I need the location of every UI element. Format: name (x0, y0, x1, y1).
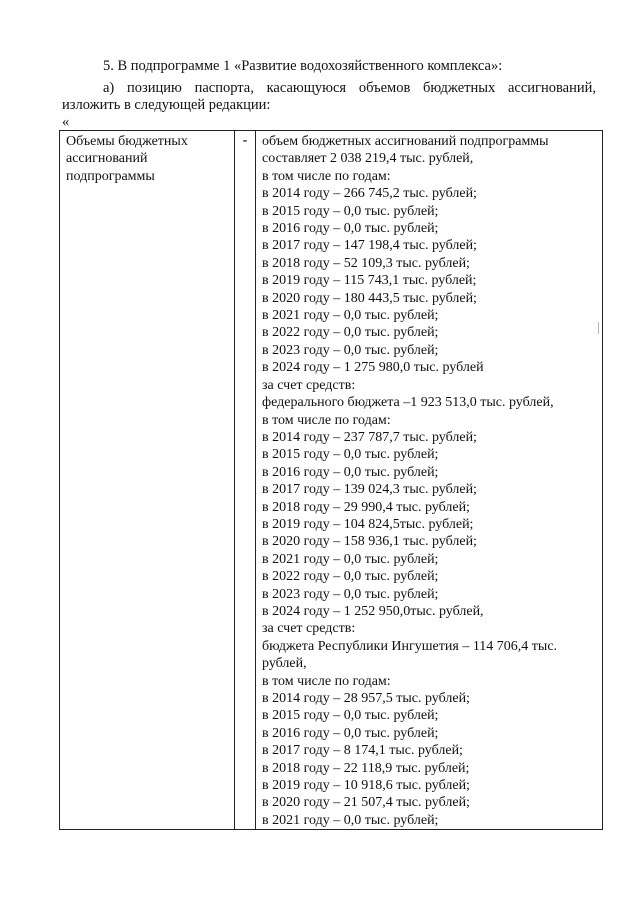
row-label-cell (60, 131, 235, 830)
content-line: в 2014 году – 237 787,7 тыс. рублей; (262, 429, 477, 445)
content-line: в 2020 году – 21 507,4 тыс. рублей; (262, 795, 470, 811)
row-label: Объемы бюджетных ассигнований подпрограммы (66, 134, 188, 184)
content-cell (256, 131, 603, 830)
content-line: в 2017 году – 139 024,3 тыс. рублей; (262, 482, 477, 498)
content-line: в 2017 году – 147 198,4 тыс. рублей; (262, 238, 477, 254)
content-line: в 2018 году – 29 990,4 тыс. рублей; (262, 499, 470, 515)
content-line: в 2020 году – 158 936,1 тыс. рублей; (262, 534, 477, 550)
content-line: бюджета Республики Ингушетия – 114 706,4 тыс. (262, 638, 558, 654)
content-line: в 2020 году – 180 443,5 тыс. рублей; (262, 290, 477, 306)
content-line: составляет 2 038 219,4 тыс. рублей, (262, 151, 474, 167)
content-line: в 2021 году – 0,0 тыс. рублей; (262, 551, 439, 567)
section-intro: 5. В подпрограмме 1 «Развитие водохозяйственного комплекса»: (103, 58, 503, 74)
dash-mark: - (242, 133, 248, 148)
content-line: в 2015 году – 0,0 тыс. рублей; (262, 447, 439, 463)
opening-quote: « (62, 114, 70, 130)
item-a-line-2: изложить в следующей редакции: (62, 97, 271, 113)
content-line: в 2018 году – 52 109,3 тыс. рублей; (262, 255, 470, 271)
content-line: в 2022 году – 0,0 тыс. рублей; (262, 325, 439, 341)
content-line: в 2023 году – 0,0 тыс. рублей; (262, 342, 439, 358)
content-line: в 2017 году – 8 174,1 тыс. рублей; (262, 743, 463, 759)
content-line: в 2014 году – 266 745,2 тыс. рублей; (262, 186, 477, 202)
content-line: в 2016 году – 0,0 тыс. рублей; (262, 221, 439, 237)
content-line: в 2015 году – 0,0 тыс. рублей; (262, 203, 439, 219)
scan-artifact (598, 322, 599, 334)
content-line: в 2024 году – 1 275 980,0 тыс. рублей (262, 360, 484, 376)
item-a-line-1: а) позицию паспорта, касающуюся объемов бюджетных ассигнований, (103, 80, 596, 96)
content-line: в 2021 году – 0,0 тыс. рублей; (262, 308, 439, 324)
content-line: в 2014 году – 28 957,5 тыс. рублей; (262, 691, 470, 706)
content-line: в том числе по годам: (262, 412, 391, 428)
content-line: в том числе по годам: (262, 168, 391, 184)
passport-table (59, 130, 603, 830)
content-line: федерального бюджета –1 923 513,0 тыс. рублей, (262, 395, 554, 411)
content-line: в 2022 году – 0,0 тыс. рублей; (262, 569, 439, 585)
content-line: в 2024 году – 1 252 950,0тыс. рублей, (262, 603, 484, 619)
content-line: в 2015 году – 0,0 тыс. рублей; (262, 708, 439, 724)
content-line: за счет средств: (262, 377, 356, 393)
content-line: рублей, (262, 656, 307, 672)
dash-cell (235, 131, 256, 830)
content-line: объем бюджетных ассигнований подпрограммы (262, 134, 549, 149)
content-line: в 2018 году – 22 118,9 тыс. рублей; (262, 760, 470, 776)
content-line: в 2019 году – 10 918,6 тыс. рублей; (262, 778, 470, 794)
content-line: в 2019 году – 115 743,1 тыс. рублей; (262, 273, 477, 289)
content-line: в 2023 году – 0,0 тыс. рублей; (262, 586, 439, 602)
content-line: за счет средств: (262, 621, 356, 637)
content-line: в том числе по годам: (262, 673, 391, 689)
content-line: в 2016 году – 0,0 тыс. рублей; (262, 464, 439, 480)
table-row (60, 131, 603, 830)
content-line: в 2016 году – 0,0 тыс. рублей; (262, 725, 439, 741)
content-line: в 2021 году – 0,0 тыс. рублей; (262, 812, 439, 828)
content-line: в 2019 году – 104 824,5тыс. рублей; (262, 516, 474, 532)
